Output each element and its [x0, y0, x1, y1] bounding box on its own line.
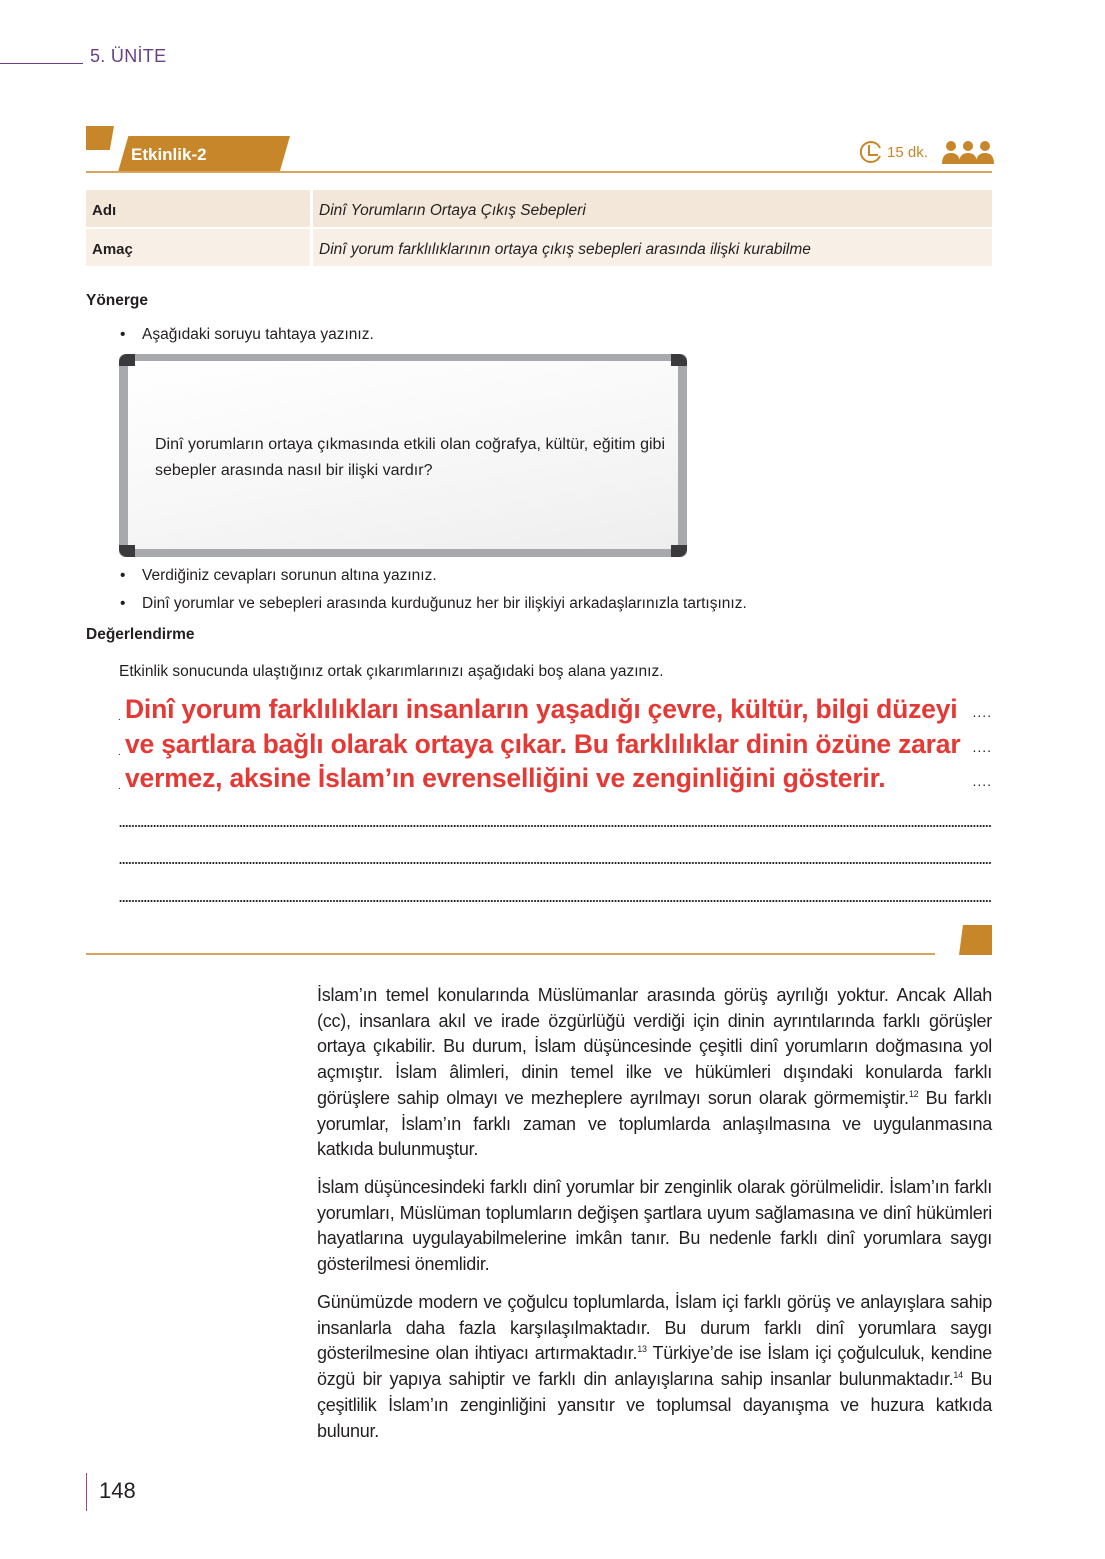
unit-header-rule: [0, 63, 83, 64]
line-dots: ....: [972, 739, 992, 755]
answer-text: ve şartlara bağlı olarak ortaya çıkar. Bu farklılıklar dinin özüne zarar: [125, 729, 961, 759]
answer-line[interactable]: [118, 763, 992, 795]
paragraph-text: İslam düşüncesindeki farklı dinî yorumlar bir zenginlik olarak görülmelidir. İslam’ın farklı yorumları, Müslüman toplumların değişen şartlara uyum sağlamasına ve dinî hükümleri hayatlarına uygulayabilmelerine imkân tanır. Bu nedenle farklı dinî yorumlara saygı gösterilmesi önemlidir.: [317, 1177, 992, 1275]
whiteboard-corner: [119, 545, 135, 557]
instructions-title: Yönerge: [86, 292, 149, 309]
whiteboard: [119, 354, 687, 557]
group-work-icon: [942, 140, 994, 166]
bullet-icon: •: [120, 595, 126, 612]
empty-answer-line[interactable]: [119, 900, 992, 902]
page-number-bar: [86, 1473, 87, 1511]
answer-text: vermez, aksine İslam’ın evrenselliğini ve zenginliğini gösterir.: [125, 763, 886, 793]
unit-label: 5. ÜNİTE: [90, 46, 167, 66]
duration-text: 15 dk.: [887, 143, 928, 161]
activity-info-table: [86, 190, 992, 268]
whiteboard-corner: [119, 354, 135, 366]
page-number: 148: [99, 1478, 136, 1503]
footnote-ref[interactable]: 12: [908, 1088, 919, 1099]
bullet-icon: •: [120, 567, 126, 584]
paragraph-text: Bu farklı yorumlar, İslam’ın farklı zaman ve toplumlarda anlaşılmasına ve uygulanmasına katkıda bulunmuştur.: [317, 1087, 992, 1160]
whiteboard-corner: [671, 354, 687, 366]
clock-icon: [860, 140, 884, 164]
info-label: Adı: [86, 190, 310, 227]
body-paragraph: [317, 983, 992, 1163]
activity-footer-tab: [959, 925, 992, 955]
info-row-name: [86, 190, 992, 227]
line-dots: ....: [972, 773, 992, 789]
evaluation-prompt: Etkinlik sonucunda ulaştığınız ortak çıkarımlarınızı aşağıdaki boş alana yazınız.: [119, 663, 664, 680]
info-value: Dinî Yorumların Ortaya Çıkış Sebepleri: [313, 190, 992, 227]
line-dots: ....: [972, 704, 992, 720]
paragraph-text: Türkiye’de ise İslam içi çoğulculuk, kendine özgü bir yapıya sahiptir ve farklı din anlayışlarına sahip insanlar bulunmaktadır.: [317, 1343, 992, 1390]
empty-answer-line[interactable]: [119, 862, 992, 864]
body-paragraph: [317, 1290, 992, 1444]
answer-line[interactable]: [118, 729, 992, 761]
answer-line[interactable]: [118, 694, 992, 726]
activity-header-rule: [86, 171, 992, 173]
bullet-text: Verdiğiniz cevapları sorunun altına yazınız.: [142, 567, 437, 584]
body-paragraph: [317, 1175, 992, 1278]
paragraph-text: Günümüzde modern ve çoğulcu toplumlarda, İslam içi farklı görüş ve anlayışlara sahip insanlarla daha fazla karşılaşılmaktadır. Bu durum farklı dinî yorumlara saygı gösterilmesine olan ihtiyacı artırmaktadır.: [317, 1292, 992, 1364]
paragraph-text: Bu çeşitlilik İslam’ın zenginliğini yansıtır ve toplumsal dayanışma ve huzura katkıda bulunur.: [317, 1369, 992, 1441]
activity-accent-square: [86, 126, 114, 150]
empty-answer-line[interactable]: [119, 825, 992, 827]
info-value: Dinî yorum farklılıklarının ortaya çıkış sebepleri arasında ilişki kurabilme: [313, 229, 992, 266]
activity-footer-rule: [86, 953, 935, 955]
instruction-bullet: [120, 567, 437, 585]
line-dot: .: [118, 712, 121, 723]
info-row-purpose: [86, 229, 992, 266]
activity-title: Etkinlik-2: [131, 145, 207, 164]
bullet-icon: •: [120, 326, 126, 343]
whiteboard-question: Dinî yorumların ortaya çıkmasında etkili olan coğrafya, kültür, eğitim gibi sebepler arasında nasıl bir ilişki vardır?: [155, 436, 665, 479]
line-dot: .: [118, 747, 121, 758]
bullet-text: Dinî yorumlar ve sebepleri arasında kurduğunuz her bir ilişkiyi arkadaşlarınızla tartışınız.: [142, 595, 747, 612]
evaluation-title: Değerlendirme: [86, 626, 195, 643]
answer-text: Dinî yorum farklılıkları insanların yaşadığı çevre, kültür, bilgi düzeyi: [125, 694, 958, 724]
instruction-bullet: [120, 326, 374, 344]
line-dot: .: [118, 781, 121, 792]
paragraph-text: İslam’ın temel konularında Müslümanlar arasında görüş ayrılığı yoktur. Ancak Allah (cc), insanlara akıl ve irade özgürlüğü verdiği için dinin ayrıntılarında farklı görüşler ortaya çıkabilir. Bu durum, İslam düşüncesinde çeşitli dinî yorumların doğmasına yol açmıştır. İslam âlimleri, dinin temel ilke ve hükümleri dışındaki konularda farklı görüşlere sahip olmayı ve mezheplere ayrılmayı sorun olarak görmemiştir.: [317, 985, 992, 1108]
info-label: Amaç: [86, 229, 310, 266]
bullet-text: Aşağıdaki soruyu tahtaya yazınız.: [142, 326, 374, 343]
footnote-ref[interactable]: 14: [953, 1370, 963, 1381]
footnote-ref[interactable]: 13: [637, 1344, 647, 1355]
activity-duration: [860, 140, 928, 164]
instruction-bullet: [120, 595, 747, 613]
